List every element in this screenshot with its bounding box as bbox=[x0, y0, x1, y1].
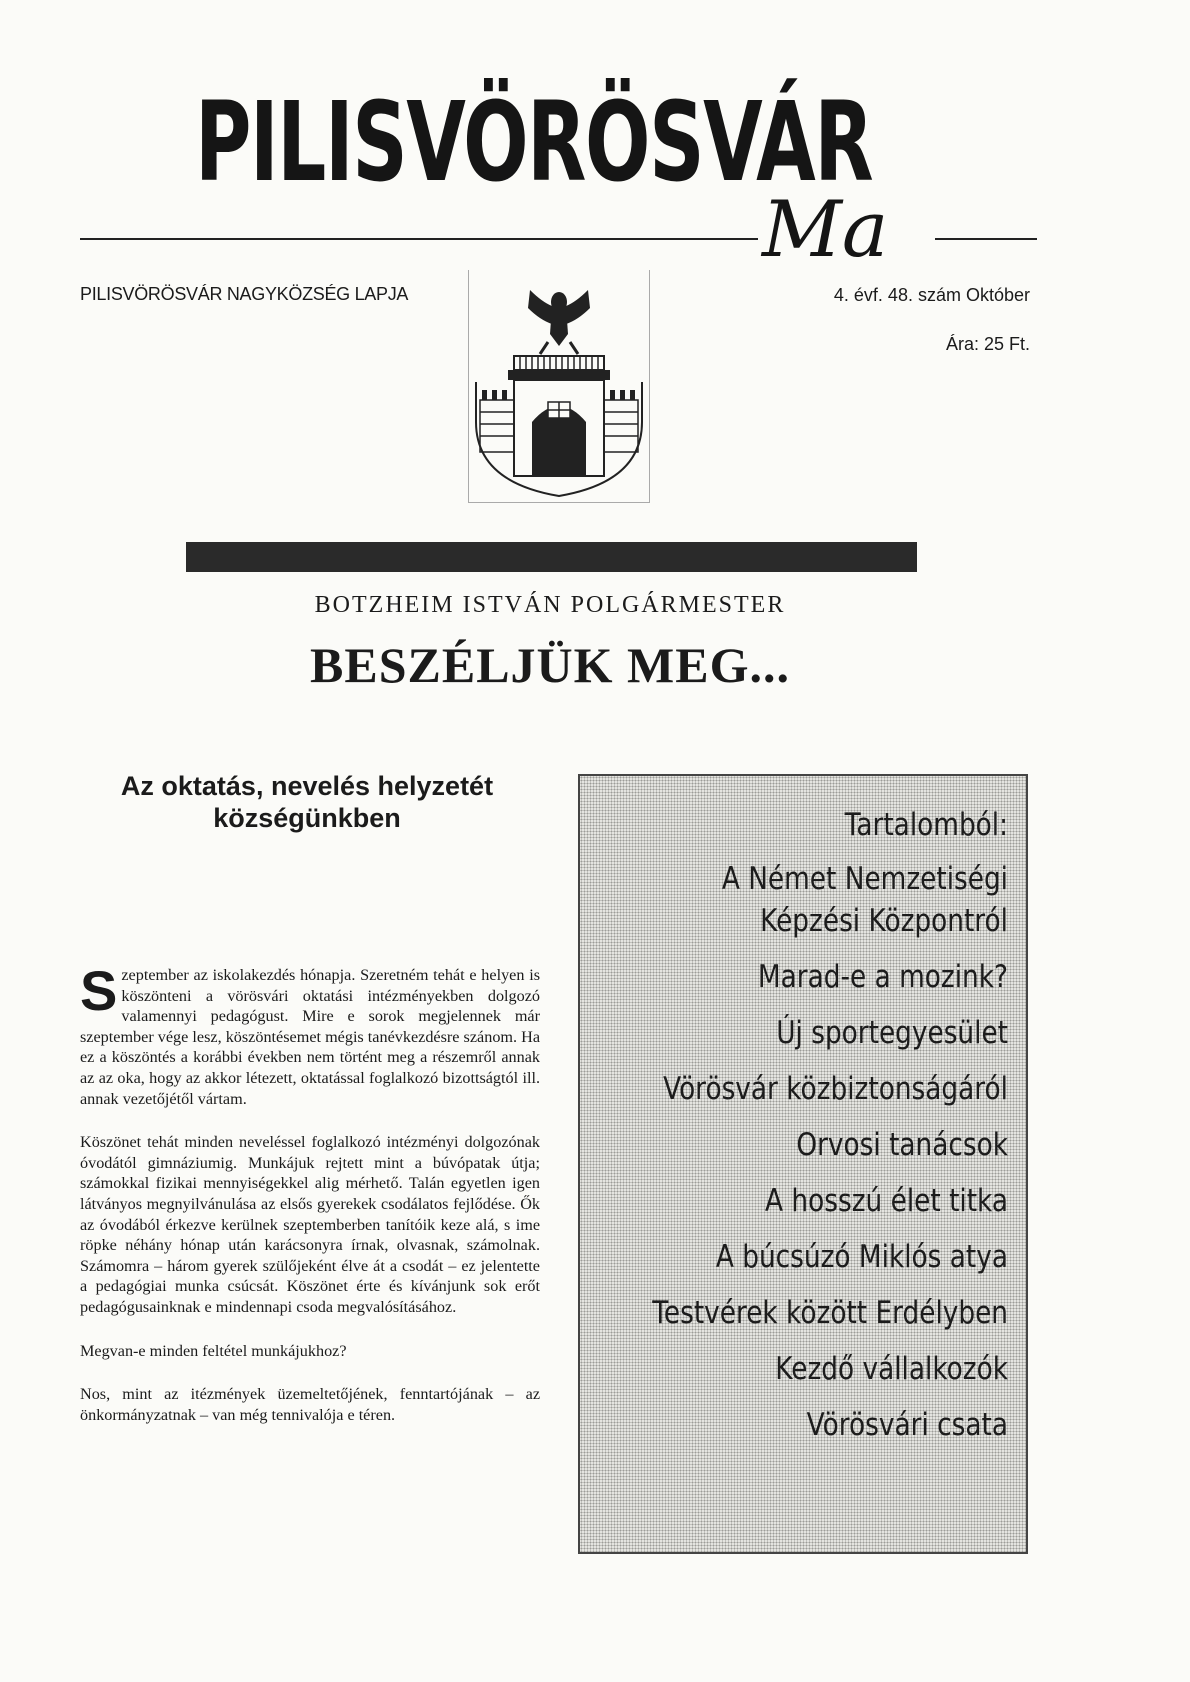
drop-cap: S bbox=[80, 959, 118, 1022]
contents-item: Vörösvári csata bbox=[806, 1407, 1008, 1443]
contents-item: Testvérek között Erdélyben bbox=[652, 1295, 1008, 1331]
article-paragraph-4: Nos, mint az itézmények üzemeltetőjének, fenntartójának – az önkormányzatnak – van még tennivalója e téren. bbox=[80, 1385, 540, 1424]
masthead-title: PILISVÖRÖSVÁR bbox=[195, 78, 873, 206]
contents-item: A hosszú élet titka bbox=[765, 1183, 1008, 1219]
masthead-rule-left bbox=[80, 238, 758, 240]
contents-list bbox=[651, 804, 1008, 1460]
coat-of-arms-icon bbox=[470, 272, 648, 500]
headline: BESZÉLJÜK MEG... bbox=[310, 637, 790, 693]
article-paragraph-1 bbox=[80, 959, 540, 1109]
contents-item: A Német Nemzetiségi Képzési Központról bbox=[721, 861, 1008, 939]
contents-item: Vörösvár közbiztonságáról bbox=[663, 1071, 1008, 1107]
contents-item: Kezdő vállalkozók bbox=[775, 1351, 1008, 1387]
issue-info: 4. évf. 48. szám Október bbox=[833, 285, 1030, 305]
article-title: Az oktatás, nevelés helyzetét községünkben bbox=[120, 771, 494, 833]
article-body bbox=[80, 959, 540, 1448]
masthead-suffix: Ma bbox=[762, 185, 889, 275]
masthead-rule-right bbox=[935, 238, 1037, 240]
header-bar bbox=[186, 542, 917, 572]
article-paragraph-3: Megvan-e minden feltétel munkájukhoz? bbox=[80, 1341, 347, 1360]
contents-title: Tartalomból: bbox=[844, 807, 1008, 843]
contents-box bbox=[578, 774, 1028, 1554]
contents-item: Orvosi tanácsok bbox=[796, 1127, 1008, 1163]
author-line: BOTZHEIM ISTVÁN POLGÁRMESTER bbox=[314, 592, 786, 618]
masthead-subtitle: PILISVÖRÖSVÁR NAGYKÖZSÉG LAPJA bbox=[80, 284, 409, 304]
article-paragraph-1-text: zeptember az iskolakezdés hónapja. Szeretném tehát e helyen is köszönteni a vörösvári oktatási intézményekben dolgozó valamennyi pedagógust. Mire e sorok megjelennek már szeptember vége lesz, köszöntésemet mégis tanévkezdésre szánom. Ha ez a köszöntés a korábbi években nem történt meg a részemről annak az az oka, hogy az akkor létezett, oktatással foglalkozó bizottságtól ill. annak vezetőjétől vártam. bbox=[80, 966, 540, 1108]
contents-item: Új sportegyesület bbox=[776, 1015, 1008, 1051]
article-paragraph-2: Köszönet tehát minden neveléssel foglalkozó intézményi dolgozónak óvodától gimnáziumig. Munkájuk rejtett mint a búvópatak útja; számokkal fizikai mennyiségekkel alig mérhető. Talán egyetlen igen látványos megnyilvánulása az elsős gyerekek csodálatos fejlődése. Ők az óvodából érkezve kerülnek szeptemberben tanítóik keze alá, s ime röpke néhány hónap után karácsonyra írnak, olvasnak, számolnak. Számomra – három gyerek szülőjeként élve át a csodát – ez jelentette a pedagógiai munka csúcsát. Köszönet érte és kívánjunk sok erőt pedagógusainknak e mindennapi csoda megvalósításához. bbox=[80, 1133, 540, 1316]
contents-item: Marad-e a mozink? bbox=[757, 959, 1008, 995]
price-label: Ára: 25 Ft. bbox=[945, 334, 1030, 354]
contents-item: A búcsúzó Miklós atya bbox=[715, 1239, 1008, 1275]
